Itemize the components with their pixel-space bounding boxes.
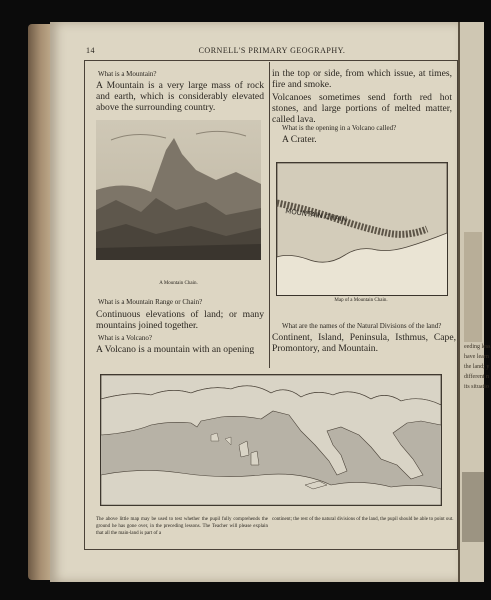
question-natural-divisions: What are the names of the Natural Divisions of the land? bbox=[282, 322, 442, 330]
next-page-fragment: eeding less bbox=[464, 344, 491, 350]
question-mountain: What is a Mountain? bbox=[98, 70, 157, 78]
next-page-fragment: different n bbox=[464, 374, 490, 380]
caption-mountain-chain: A Mountain Chain. bbox=[159, 281, 198, 286]
answer-natural-divisions: Continent, Island, Peninsula, Isthmus, Cape, Promontory, and Mountain. bbox=[272, 332, 456, 354]
question-volcano: What is a Volcano? bbox=[98, 334, 152, 342]
answer-crater: A Crater. bbox=[282, 134, 317, 145]
next-page-illustration bbox=[462, 472, 484, 542]
caption-map-mountain-chain: Map of a Mountain Chain. bbox=[334, 298, 388, 303]
map-label: MOUNTAIN CHAIN bbox=[284, 207, 348, 224]
mountain-chain-map bbox=[276, 162, 448, 296]
page-number: 14 bbox=[86, 46, 95, 55]
footnote-right: continent; the rest of the natural divisions of the land, the pupil should be able to point out. bbox=[272, 517, 454, 522]
next-page-fragment: the land; y bbox=[464, 364, 490, 370]
answer-volcano-continued: in the top or side, from which issue, at times, fire and smoke. bbox=[272, 68, 452, 90]
footnote-left: The above little map may be used to test whether the pupil fully comprehends the ground he has gone over, in the preceding lessons. The Teacher will please explain that all the main-land is part of a bbox=[96, 517, 268, 536]
question-mountain-range: What is a Mountain Range or Chain? bbox=[98, 298, 203, 306]
column-rule bbox=[269, 62, 270, 368]
question-crater: What is the opening in a Volcano called? bbox=[282, 124, 397, 132]
next-page-edge bbox=[458, 22, 491, 582]
answer-volcano: A Volcano is a mountain with an opening bbox=[96, 344, 255, 355]
running-head: CORNELL'S PRIMARY GEOGRAPHY. bbox=[198, 46, 346, 55]
next-page-fragment: its situatio bbox=[464, 384, 489, 390]
answer-mountain: A Mountain is a very large mass of rock and earth, which is considerably elevated above the surrounding country. bbox=[96, 80, 264, 113]
next-page-illustration bbox=[464, 232, 482, 342]
mountain-chain-illustration bbox=[96, 120, 261, 280]
next-page-fragment: have learn bbox=[464, 354, 489, 360]
paragraph-volcanoes: Volcanoes sometimes send forth red hot stones, and large portions of melted matter, called lava. bbox=[272, 92, 452, 125]
outline-map bbox=[100, 374, 442, 506]
answer-mountain-range: Continuous elevations of land; or many mountains joined together. bbox=[96, 309, 264, 331]
